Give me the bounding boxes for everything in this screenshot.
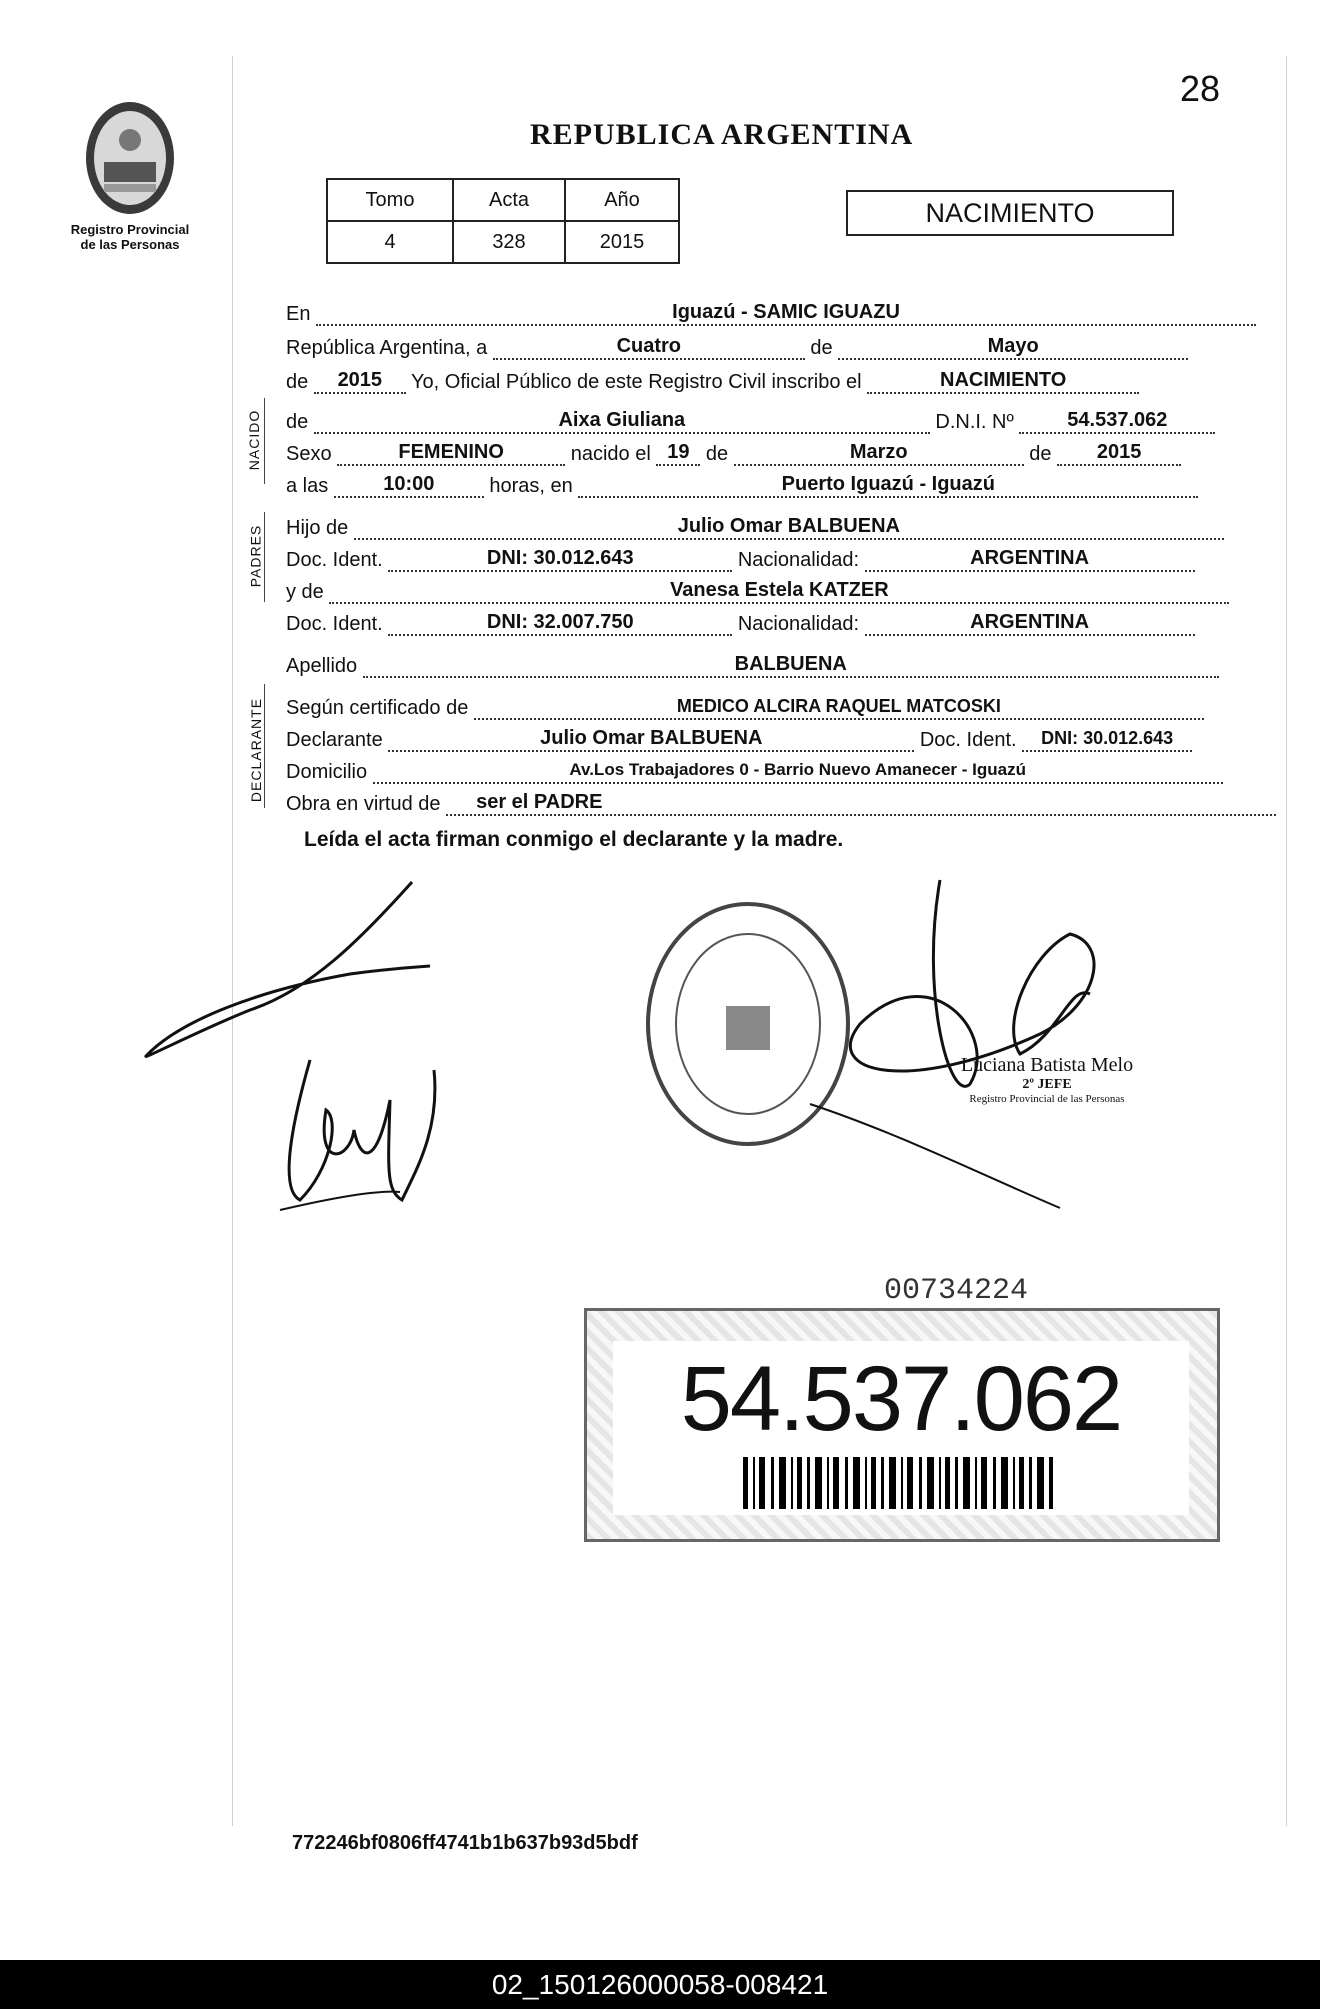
- row-surname: [286, 652, 1219, 678]
- row-father-name: [286, 514, 1224, 540]
- label-de-month: de: [810, 337, 833, 359]
- anio-header: Año: [565, 179, 679, 221]
- label-a-las: a las: [286, 475, 329, 497]
- label-apellido: Apellido: [286, 655, 358, 677]
- registry-header-row: [327, 179, 679, 221]
- closing-statement: Leída el acta firman conmigo el declarante y la madre.: [304, 828, 844, 851]
- label-domicilio: Domicilio: [286, 761, 368, 783]
- id-card-inner: [613, 1341, 1189, 1515]
- id-number-card: [584, 1308, 1220, 1542]
- emblem-org-line2: de las Personas: [80, 237, 180, 252]
- section-divider-padres: [264, 512, 265, 602]
- tomo-value: 4: [327, 221, 453, 263]
- page-title: REPUBLICA ARGENTINA: [530, 118, 914, 151]
- row-certificate: [286, 694, 1204, 720]
- emblem-shield-icon: [60, 98, 200, 222]
- row-address: [286, 758, 1223, 784]
- declarant-signature-icon: [140, 870, 460, 1230]
- section-label-padres: PADRES: [247, 524, 264, 588]
- id-number: 54.537.062: [680, 1348, 1122, 1450]
- page-number: 28: [1180, 68, 1221, 109]
- value-surname: BALBUENA: [363, 652, 1219, 678]
- official-name: Luciana Batista Melo: [960, 1054, 1134, 1076]
- barcode-icon: [743, 1457, 1059, 1509]
- label-en: En: [286, 303, 311, 325]
- label-oficial: Yo, Oficial Público de este Registro Civil inscribo el: [411, 371, 862, 393]
- value-father-nat: ARGENTINA: [865, 546, 1195, 572]
- value-father-name: Julio Omar BALBUENA: [354, 514, 1224, 540]
- value-birth-place: Puerto Iguazú - Iguazú: [578, 472, 1198, 498]
- record-type-box: NACIMIENTO: [846, 190, 1174, 236]
- row-birth-time: [286, 472, 1198, 498]
- value-birth-year: 2015: [1057, 440, 1181, 466]
- label-y-de: y de: [286, 581, 324, 603]
- value-declarant: Julio Omar BALBUENA: [388, 726, 914, 752]
- registry-table: [326, 178, 680, 264]
- row-declarant: [286, 726, 1192, 752]
- provincial-emblem: [60, 98, 200, 252]
- row-place: [286, 300, 1256, 326]
- label-sexo: Sexo: [286, 443, 332, 465]
- label-doc-ident: Doc. Ident.: [286, 549, 383, 571]
- control-number: 00734224: [884, 1274, 1029, 1308]
- label-segun: Según certificado de: [286, 697, 469, 719]
- footer-file-id: 02_150126000058-008421: [0, 1960, 1320, 2009]
- label-nacido-de: de: [286, 411, 309, 433]
- official-role: 2º JEFE: [1022, 1077, 1072, 1092]
- official-credit: [922, 1054, 1172, 1105]
- anio-value: 2015: [565, 221, 679, 263]
- value-year: 2015: [314, 368, 406, 394]
- row-birth-date: [286, 440, 1181, 466]
- row-mother-name: [286, 578, 1229, 604]
- value-birth-day: 19: [656, 440, 700, 466]
- registry-value-row: [327, 221, 679, 263]
- value-child-dni: 54.537.062: [1019, 408, 1215, 434]
- right-margin-line: [1286, 56, 1287, 1826]
- value-certificate: MEDICO ALCIRA RAQUEL MATCOSKI: [474, 694, 1204, 720]
- value-declarant-doc: DNI: 30.012.643: [1022, 726, 1192, 752]
- value-mother-nat: ARGENTINA: [865, 610, 1195, 636]
- label-nacido-el: nacido el: [570, 443, 651, 465]
- section-label-declarante: DECLARANTE: [248, 697, 265, 803]
- label-doc-ident-3: Doc. Ident.: [919, 729, 1017, 751]
- section-label-nacido: NACIDO: [246, 409, 263, 471]
- official-signature-icon: [800, 874, 1180, 1214]
- acta-value: 328: [453, 221, 565, 263]
- document-hash: 772246bf0806ff4741b1b637b93d5bdf: [292, 1832, 638, 1854]
- label-nacionalidad: Nacionalidad:: [737, 549, 860, 571]
- value-birth-time: 10:00: [334, 472, 484, 498]
- value-day-word: Cuatro: [493, 334, 805, 360]
- label-doc-ident-2: Doc. Ident.: [286, 613, 383, 635]
- value-month-word: Mayo: [838, 334, 1188, 360]
- label-de-year: de: [286, 371, 309, 393]
- value-sex: FEMENINO: [337, 440, 565, 466]
- value-address: Av.Los Trabajadores 0 - Barrio Nuevo Amanecer - Iguazú: [373, 758, 1223, 784]
- row-year-act: [286, 368, 1139, 394]
- label-de-birth-year: de: [1029, 443, 1052, 465]
- value-place: Iguazú - SAMIC IGUAZU: [316, 300, 1256, 326]
- value-child-name: Aixa Giuliana: [314, 408, 930, 434]
- label-declarante: Declarante: [286, 729, 383, 751]
- label-dni: D.N.I. Nº: [935, 411, 1014, 433]
- value-by-virtue: ser el PADRE: [446, 790, 1276, 816]
- value-mother-doc: DNI: 32.007.750: [388, 610, 732, 636]
- acta-header: Acta: [453, 179, 565, 221]
- label-hijo-de: Hijo de: [286, 517, 349, 539]
- value-birth-month: Marzo: [734, 440, 1024, 466]
- emblem-org-line1: Registro Provincial: [70, 222, 190, 237]
- label-republica: República Argentina, a: [286, 337, 488, 359]
- row-father-doc: [286, 546, 1195, 572]
- label-obra: Obra en virtud de: [286, 793, 441, 815]
- row-child-name: [286, 408, 1215, 434]
- tomo-header: Tomo: [327, 179, 453, 221]
- row-date-words: [286, 334, 1188, 360]
- official-org: Registro Provincial de las Personas: [969, 1093, 1125, 1105]
- value-mother-name: Vanesa Estela KATZER: [329, 578, 1229, 604]
- label-de-day: de: [705, 443, 729, 465]
- label-nacionalidad-2: Nacionalidad:: [737, 613, 860, 635]
- row-mother-doc: [286, 610, 1195, 636]
- section-divider-declarante: [264, 684, 265, 808]
- row-by-virtue: [286, 790, 1276, 816]
- section-divider-nacido: [264, 398, 265, 484]
- value-father-doc: DNI: 30.012.643: [388, 546, 732, 572]
- value-act-type: NACIMIENTO: [867, 368, 1139, 394]
- label-horas-en: horas, en: [489, 475, 573, 497]
